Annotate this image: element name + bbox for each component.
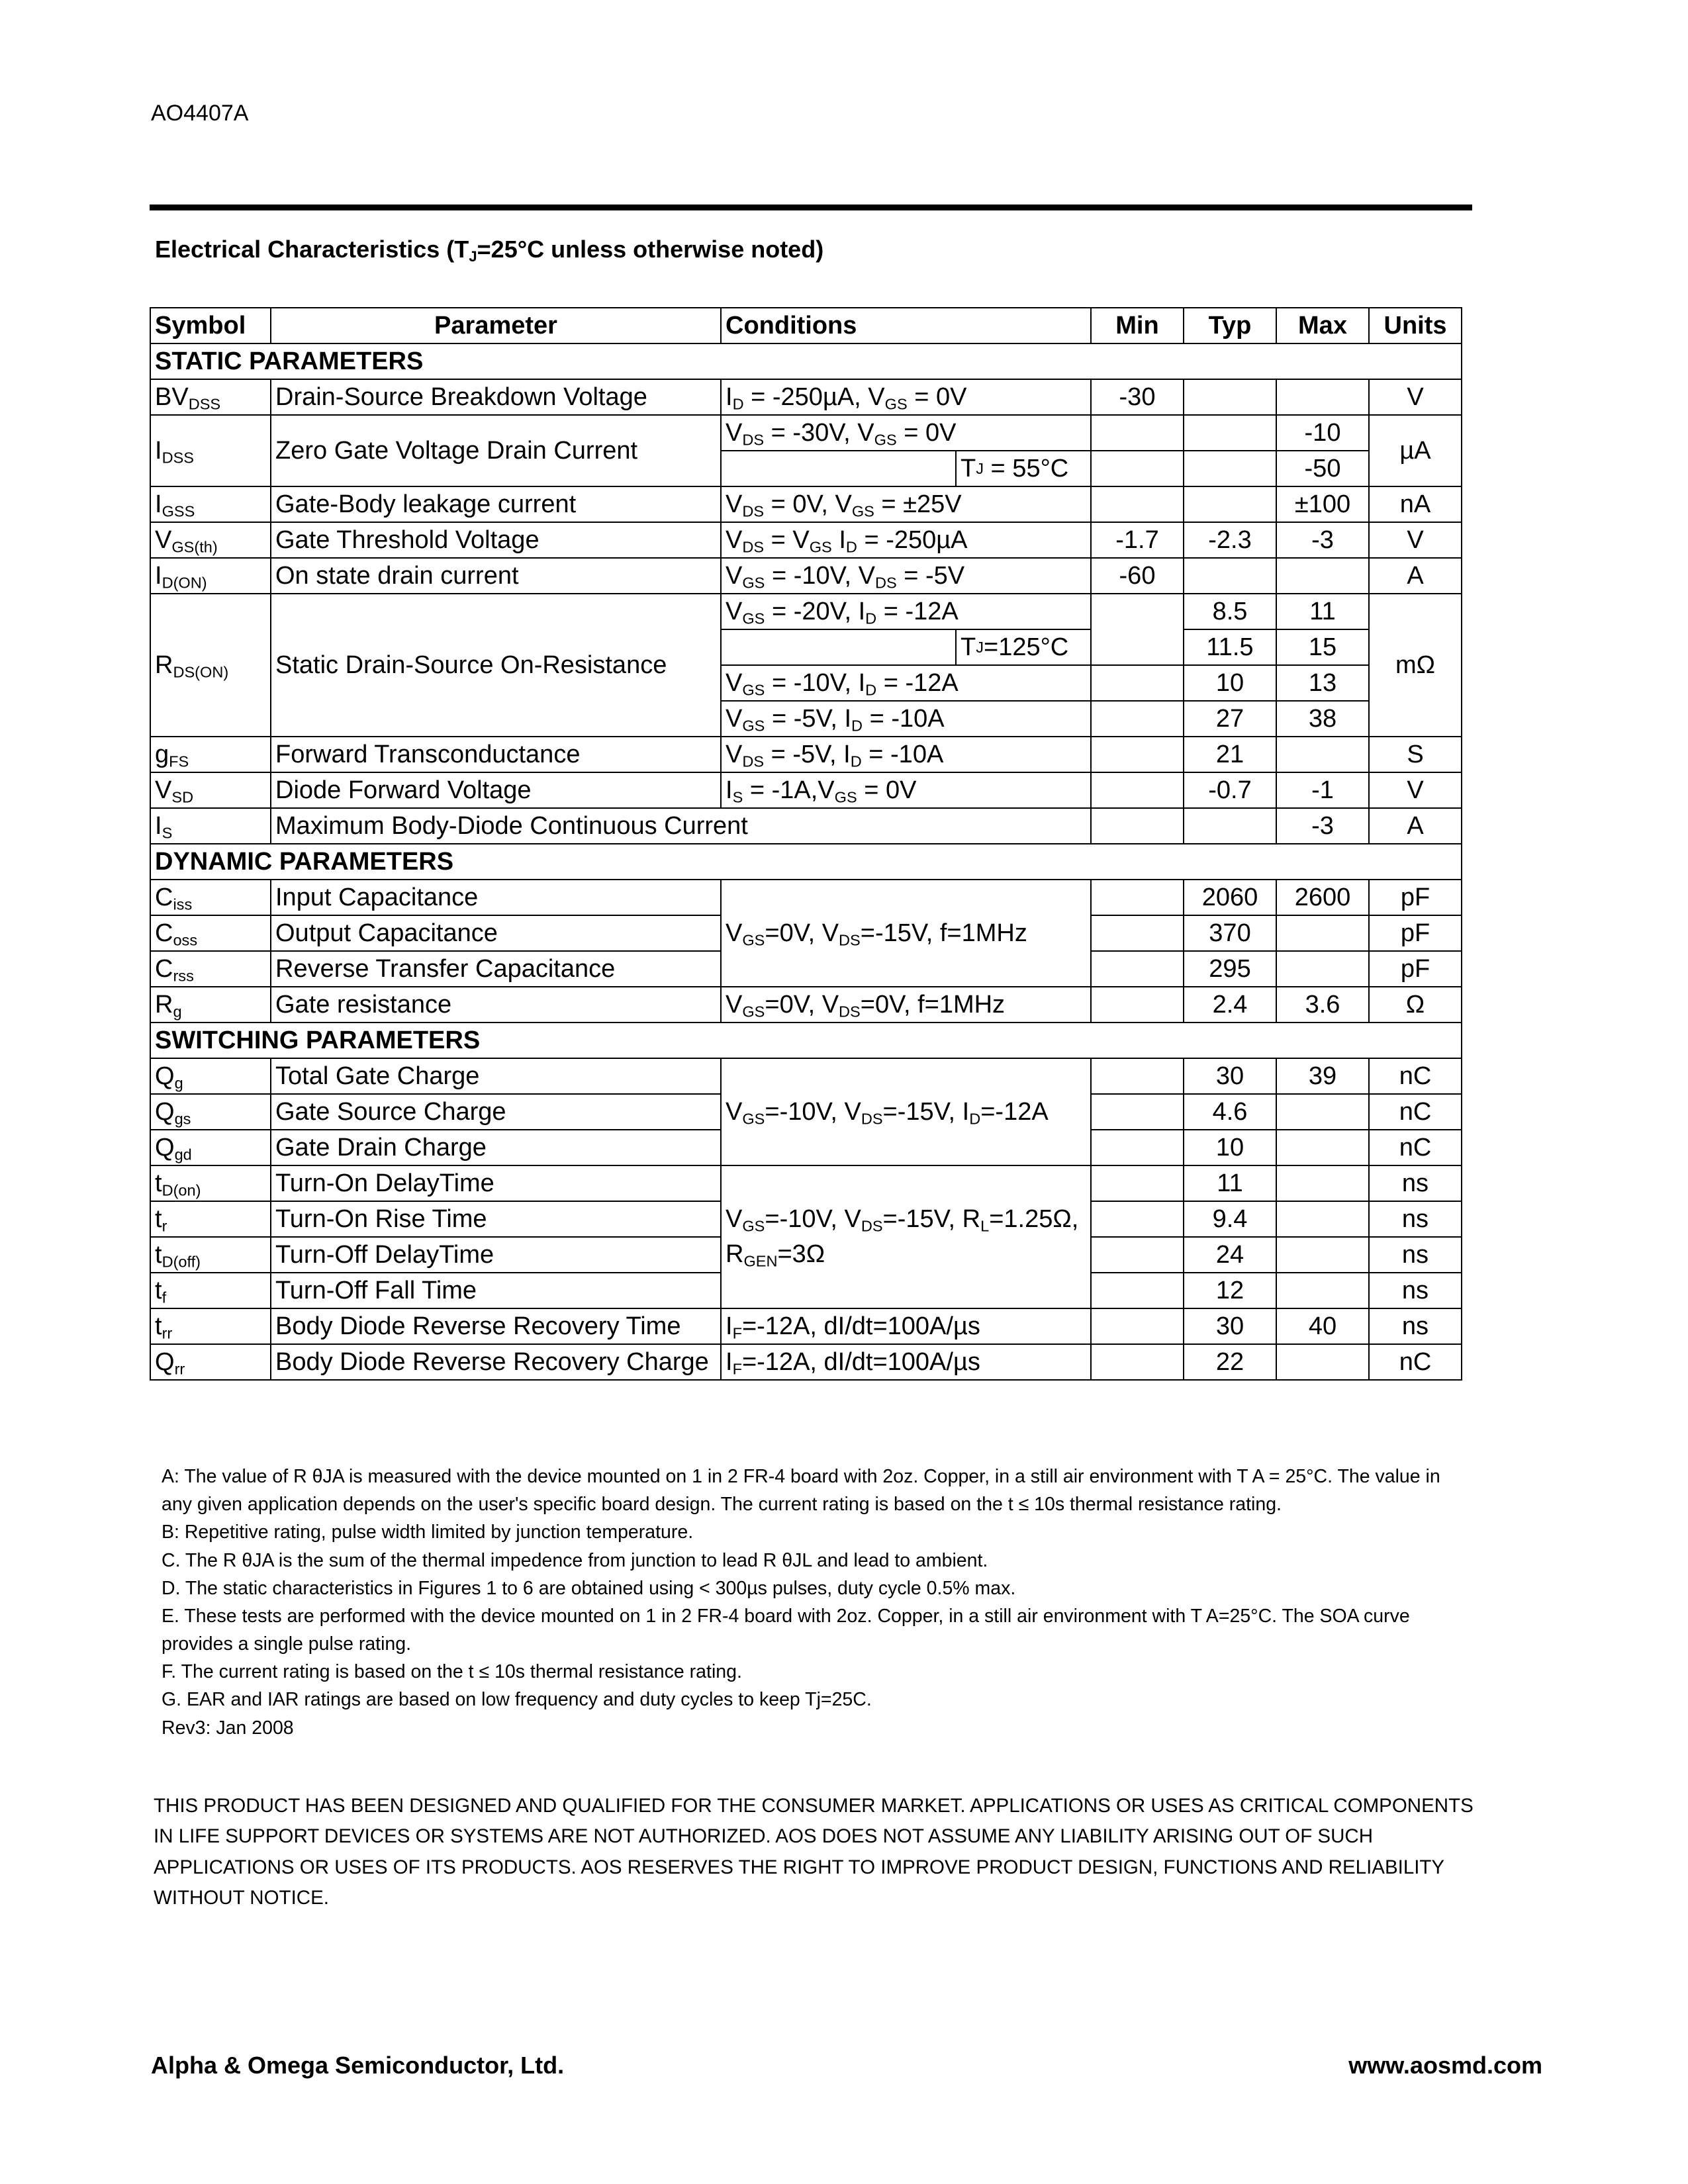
table-row: $R_{DS(ON)}$ Static Drain-Source On-Resistance $V_{GS} = -20V$, $I_D = -12A$ 8.5 11 mΩ <box>150 594 1462 629</box>
footnote-c: C. The R θJA is the sum of the thermal impedence from junction to lead R θJL and lead to ambient. <box>162 1549 988 1571</box>
table-row: T J = 55°C -50 <box>150 451 1462 486</box>
section-title: Electrical Characteristics ($T_J=25^\circ C$ unless otherwise noted) <box>155 236 824 265</box>
table-row: $t_{D(on)}$ Turn-On DelayTime $V_{GS}=-10V$, $V_{DS}=-15V$, $R_L=1.25\Omega$, $R_{GEN}=3\Omega$ 11 ns <box>150 1165 1462 1201</box>
disclaimer: THIS PRODUCT HAS BEEN DESIGNED AND QUALIFIED FOR THE CONSUMER MARKET. APPLICATIONS OR USES AS CRITICAL COMPONENTS IN LIFE SUPPORT DEVICES OR SYSTEMS ARE NOT AUTHORIZED. AOS DOES NOT ASSUME ANY LIABILITY ARISING OUT OF SUCH APPLICATIONS OR USES OF ITS PRODUCTS. AOS RESERVES THE RIGHT TO IMPROVE PRODUCT DESIGN, FUNCTIONS AND RELIABILITY WITHOUT NOTICE. <box>154 1795 1474 1909</box>
section-row-static: STATIC PARAMETERS <box>150 343 1462 379</box>
footnote-b: B: Repetitive rating, pulse width limited by junction temperature. <box>162 1522 694 1543</box>
table-row: $I_{GSS}$ Gate-Body leakage current $V_{DS} = 0V$, $V_{GS} = \pm 25V$ ±100 nA <box>150 486 1462 522</box>
footnotes <box>162 1463 1459 1742</box>
table-row: $Q_g$ Total Gate Charge $V_{GS}=-10V$, $V_{DS}=-15V$, $I_D=-12A$ 30 39 nC <box>150 1058 1462 1094</box>
header-min: Min <box>1091 308 1184 343</box>
table-row: $I_{DSS}$ Zero Gate Voltage Drain Current $V_{DS} = -30V$, $V_{GS} = 0V$ -10 µA <box>150 415 1462 451</box>
table-row: $V_{SD}$ Diode Forward Voltage $I_S = -1A,V_{GS} = 0V$ -0.7 -1 V <box>150 772 1462 808</box>
table-row: $BV_{DSS}$ Drain-Source Breakdown Voltage $I_D = -250\mu A$, $V_{GS} = 0V$ -30 V <box>150 379 1462 415</box>
table-row: $t_f$ Turn-Off Fall Time 12 ns <box>150 1273 1462 1308</box>
footnote-e: E. These tests are performed with the device mounted on 1 in 2 FR-4 board with 2oz. Copper, in a still air environment with T A=25°C. The SOA curve provides a single pulse rating. <box>162 1605 1410 1655</box>
table-row: $C_{rss}$ Reverse Transfer Capacitance 295 pF <box>150 951 1462 987</box>
header-parameter: Parameter <box>271 308 721 343</box>
table-row: $t_{D(off)}$ Turn-Off DelayTime 24 ns <box>150 1237 1462 1273</box>
section-row-dynamic: DYNAMIC PARAMETERS <box>150 844 1462 880</box>
footnote-a: A: The value of R θJA is measured with the device mounted on 1 in 2 FR-4 board with 2oz. Copper, in a still air environment with T A = 25°C. The value in any given application depends on the user's specific board design. The current rating is based on the t ≤ 10s thermal resistance rating. <box>162 1466 1440 1516</box>
table-row: $Q_{gs}$ Gate Source Charge 4.6 nC <box>150 1094 1462 1130</box>
section-row-switching: SWITCHING PARAMETERS <box>150 1023 1462 1058</box>
table-row: $t_{rr}$ Body Diode Reverse Recovery Time $I_F=-12A$, dI/dt=100A/µs 30 40 ns <box>150 1308 1462 1344</box>
table-header-row <box>150 308 1462 343</box>
revision-note: Rev3: Jan 2008 <box>162 1717 294 1739</box>
table-row: $V_{GS} = -10V$, $I_D = -12A$ 10 13 <box>150 665 1462 701</box>
header-symbol: Symbol <box>150 308 271 343</box>
footnote-d: D. The static characteristics in Figures 1 to 6 are obtained using < 300µs pulses, duty cycle 0.5% max. <box>162 1577 1016 1599</box>
header-typ: Typ <box>1184 308 1276 343</box>
table-row: $C_{oss}$ Output Capacitance 370 pF <box>150 915 1462 951</box>
table-row: $R_g$ Gate resistance $V_{GS}=0V$, $V_{DS}=0V$, f=1MHz 2.4 3.6 Ω <box>150 987 1462 1023</box>
electrical-characteristics-table <box>150 307 1462 1381</box>
header-units: Units <box>1369 308 1462 343</box>
header-max: Max <box>1276 308 1369 343</box>
table-row: $V_{GS} = -5V$, $I_D = -10A$ 27 38 <box>150 701 1462 737</box>
table-row: $Q_{rr}$ Body Diode Reverse Recovery Charge $I_F=-12A$, dI/dt=100A/µs 22 nC <box>150 1344 1462 1380</box>
footnote-f: F. The current rating is based on the t ≤ 10s thermal resistance rating. <box>162 1661 742 1683</box>
part-number: AO4407A <box>151 101 249 126</box>
table-row: $Q_{gd}$ Gate Drain Charge 10 nC <box>150 1130 1462 1165</box>
table-row: $g_{FS}$ Forward Transconductance $V_{DS} = -5V$, $I_D = -10A$ 21 S <box>150 737 1462 772</box>
website-link[interactable]: www.aosmd.com <box>1348 2052 1542 2079</box>
top-divider <box>150 205 1472 210</box>
table-row: $C_{iss}$ Input Capacitance $V_{GS}=0V$, $V_{DS}=-15V$, f=1MHz 2060 2600 pF <box>150 880 1462 915</box>
table-row: $t_r$ Turn-On Rise Time 9.4 ns <box>150 1201 1462 1237</box>
table-row: $V_{GS(th)}$ Gate Threshold Voltage $V_{DS} = V_{GS}$ $I_D = -250\mu A$ -1.7 -2.3 -3 V <box>150 522 1462 558</box>
table-row: T J =125°C 11.5 15 <box>150 629 1462 665</box>
company-name: Alpha & Omega Semiconductor, Ltd. <box>151 2052 565 2079</box>
header-conditions: Conditions <box>721 308 1091 343</box>
table-row: $I_{D(ON)}$ On state drain current $V_{GS} = -10V$, $V_{DS} = -5V$ -60 A <box>150 558 1462 594</box>
table-row: $I_S$ Maximum Body-Diode Continuous Current -3 A <box>150 808 1462 844</box>
footnote-g: G. EAR and IAR ratings are based on low frequency and duty cycles to keep Tj=25C. <box>162 1689 872 1711</box>
